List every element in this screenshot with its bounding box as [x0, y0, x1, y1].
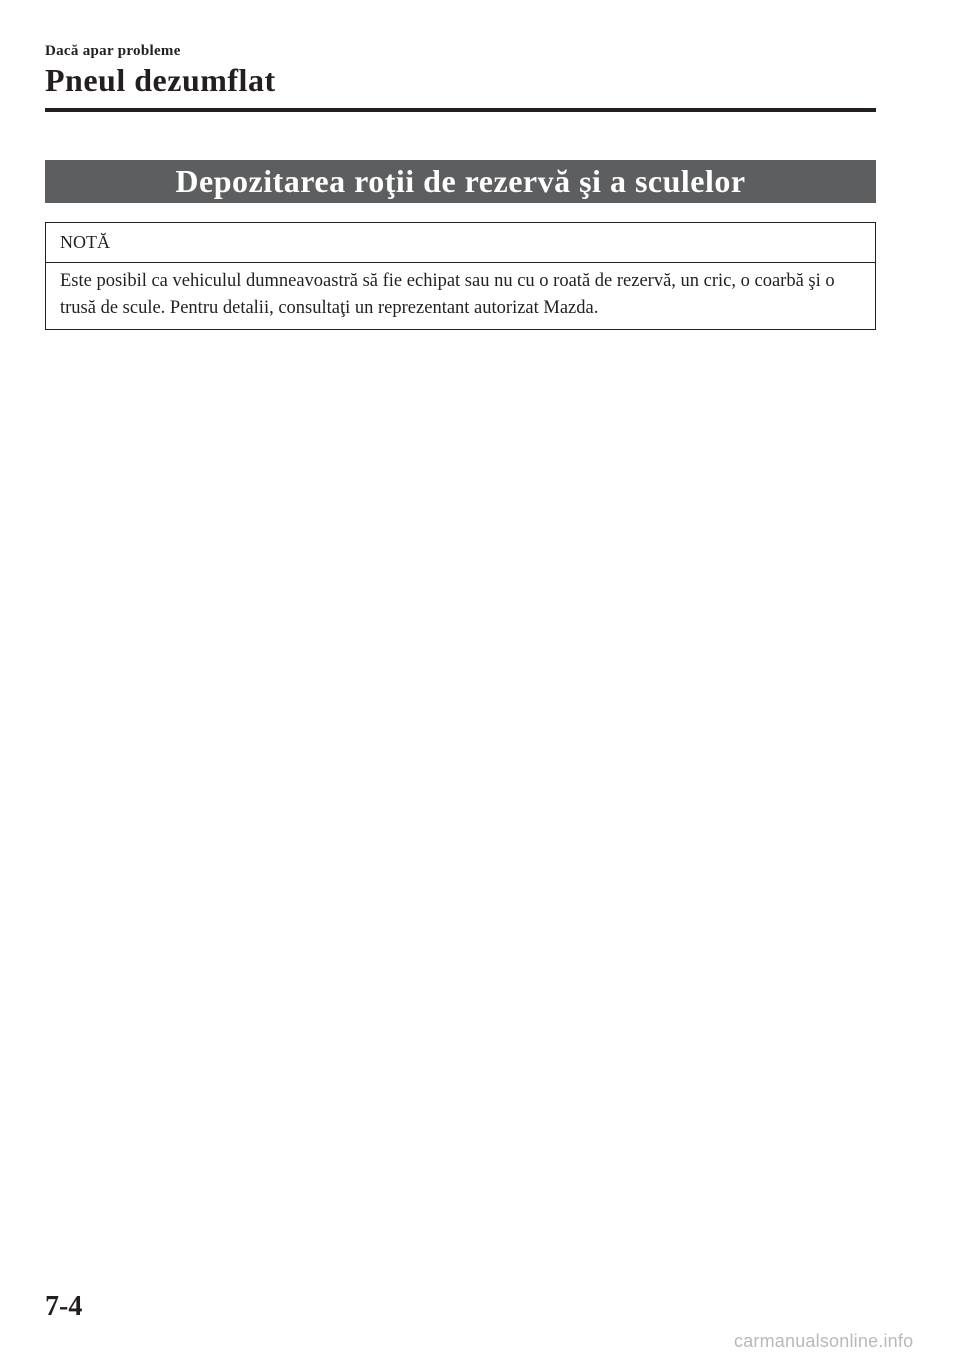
header-divider	[45, 108, 876, 112]
page-title: Pneul dezumflat	[45, 62, 276, 98]
note-box	[45, 222, 876, 330]
note-text: Este posibil ca vehiculul dumneavoastră să fie echipat sau nu cu o roată de rezervă, un cric, o coarbă şi o trusă de scule. Pentru detalii, consultaţi un reprezentant autorizat Mazda.	[60, 271, 835, 318]
chapter-title: Dacă apar probleme	[45, 43, 181, 59]
note-label: NOTĂ	[46, 223, 875, 263]
page-number: 7-4	[45, 1291, 83, 1322]
section-heading: Depozitarea roţii de rezervă şi a sculelor	[45, 160, 876, 203]
watermark-text: carmanualsonline.info	[734, 1331, 914, 1351]
